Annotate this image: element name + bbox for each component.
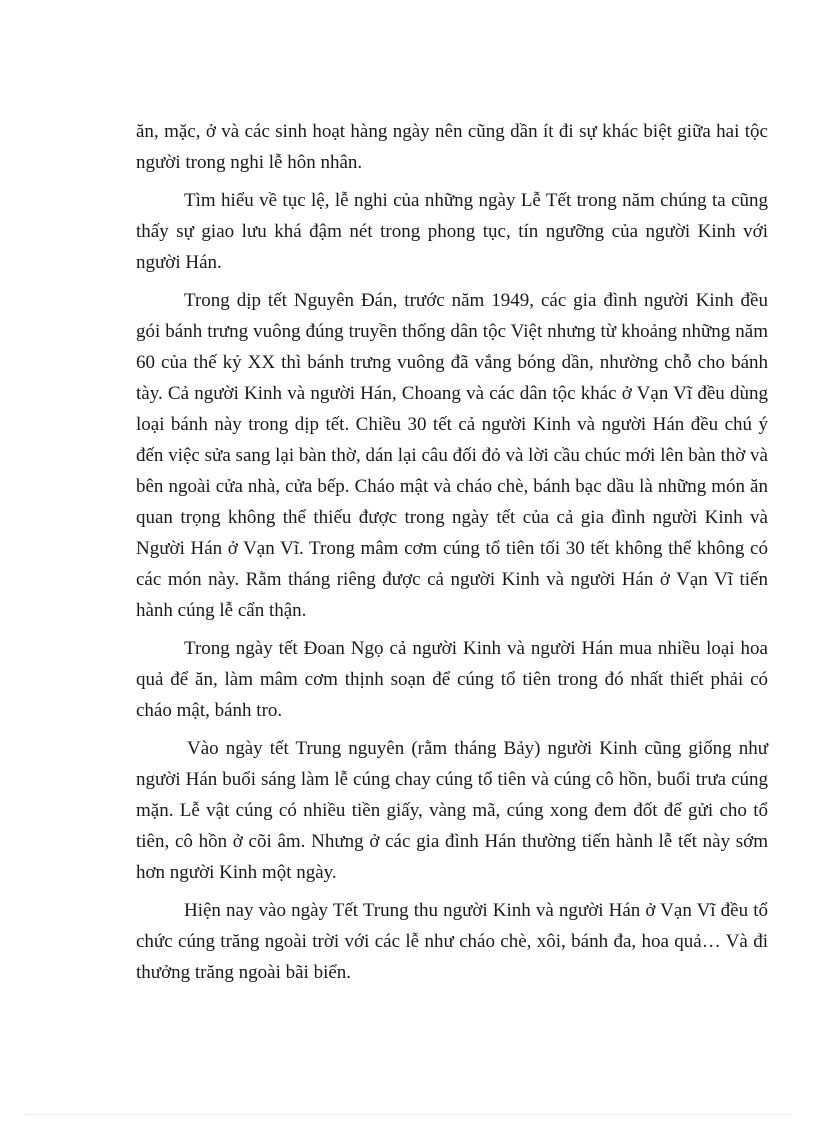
paragraph-4: Trong ngày tết Đoan Ngọ cả người Kinh và người Hán mua nhiều loại hoa quả để ăn, làm mâm cơm thịnh soạn để cúng tổ tiên trong đó nhất thiết phải có cháo mật, bánh tro.: [136, 638, 768, 721]
page-bottom-divider: [24, 1114, 792, 1115]
paragraph-5: Vào ngày tết Trung nguyên (rằm tháng Bảy) người Kinh cũng giống như người Hán buổi sáng làm lễ cúng chay cúng tổ tiên và cúng cô hồn, buổi trưa cúng mặn. Lễ vật cúng có nhiều tiền giấy, vàng mã, cúng xong đem đốt để gửi cho tổ tiên, cô hồn ở cõi âm. Nhưng ở các gia đình Hán thường tiến hành lễ tết này sớm hơn người Kinh một ngày.: [136, 738, 768, 883]
document-page: [136, 116, 768, 995]
paragraph-1: ăn, mặc, ở và các sinh hoạt hàng ngày nên cũng dần ít đi sự khác biệt giữa hai tộc người trong nghi lễ hôn nhân.: [136, 121, 768, 173]
paragraph-2: Tìm hiểu về tục lệ, lễ nghi của những ngày Lễ Tết trong năm chúng ta cũng thấy sự giao lưu khá đậm nét trong phong tục, tín ngưỡng của người Kinh với người Hán.: [136, 190, 768, 273]
paragraph-3: Trong dịp tết Nguyên Đán, trước năm 1949, các gia đình người Kinh đều gói bánh trưng vuông đúng truyền thống dân tộc Việt nhưng từ khoảng những năm 60 của thế kỷ XX thì bánh trưng vuông đã vắng bóng dần, nhường chỗ cho bánh tày. Cả người Kinh và người Hán, Choang và các dân tộc khác ở Vạn Vĩ đều dùng loại bánh này trong dịp tết. Chiều 30 tết cả người Kinh và người Hán đều chú ý đến việc sửa sang lại bàn thờ, dán lại câu đối đỏ và lời cầu chúc mới lên bàn thờ và bên ngoài cửa nhà, cửa bếp. Cháo mật và cháo chè, bánh bạc dầu là những món ăn quan trọng không thể thiếu được trong ngày tết của cả gia đình người Kinh và Người Hán ở Vạn Vĩ. Trong mâm cơm cúng tổ tiên tối 30 tết không thể không có các món này. Rằm tháng riêng được cả người Kinh và người Hán ở Vạn Vĩ tiến hành cúng lễ cẩn thận.: [136, 290, 768, 621]
paragraph-6: Hiện nay vào ngày Tết Trung thu người Kinh và người Hán ở Vạn Vĩ đều tổ chức cúng trăng ngoài trời với các lễ như cháo chè, xôi, bánh đa, hoa quả… Và đi thưởng trăng ngoài bãi biển.: [136, 900, 768, 983]
